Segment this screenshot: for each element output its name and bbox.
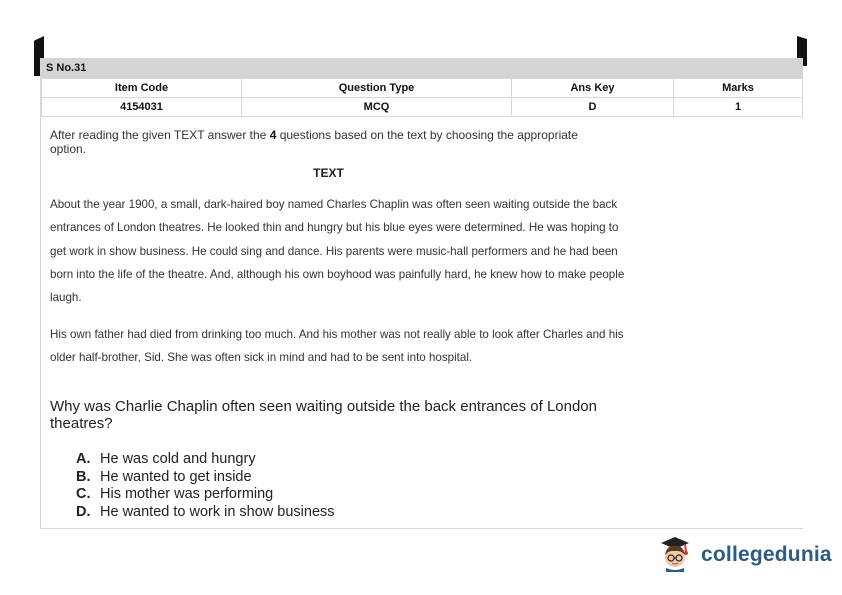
serial-number: S No.31 xyxy=(41,58,803,78)
option-text: His mother was performing xyxy=(100,486,274,502)
option-text: He wanted to work in show business xyxy=(100,503,335,520)
option-letter: C. xyxy=(76,486,91,502)
question-card xyxy=(40,58,803,529)
value-item-code: 4154031 xyxy=(42,98,242,117)
meta-value-row xyxy=(42,98,803,117)
option-text: He was cold and hungry xyxy=(100,451,256,467)
option-d[interactable] xyxy=(76,504,335,522)
header-ans-key: Ans Key xyxy=(512,79,674,98)
header-question-type: Question Type xyxy=(242,79,512,98)
passage-paragraph-1: About the year 1900, a small, dark-haired boy named Charles Chaplin was often seen waiting outside the back entrances of London theatres. He looked thin and hungry but his blue eyes were determined. He was hoping to get work in show business. He could sing and dance. His parents were music-hall performers and he had been born into the life of the theatre. And, although his own boyhood was painfully hard, he knew how to make people laugh. xyxy=(50,198,625,305)
option-c[interactable] xyxy=(76,486,335,504)
question-text: Why was Charlie Chaplin often seen waiting outside the back entrances of London theatres? xyxy=(50,398,597,432)
value-question-type: MCQ xyxy=(242,98,512,117)
question-meta-table xyxy=(41,78,803,117)
option-text: He wanted to get inside xyxy=(100,468,252,485)
text-heading: TEXT xyxy=(313,166,344,180)
instruction-count: 4 xyxy=(269,128,277,142)
instruction-text xyxy=(50,128,610,156)
option-letter: D. xyxy=(76,503,91,520)
instruction-after: questions based on the text by choosing the appropriate option. xyxy=(50,128,578,156)
option-b[interactable] xyxy=(76,469,335,487)
option-letter: A. xyxy=(76,451,91,467)
header-marks: Marks xyxy=(674,79,803,98)
graduate-avatar-icon xyxy=(657,534,693,577)
answer-options xyxy=(76,451,335,521)
passage-paragraph-2: His own father had died from drinking too much. And his mother was not really able to look after Charles and his older half-brother, Sid. She was often sick in mind and had to be sent into hospital. xyxy=(50,328,624,365)
brand-name: collegedunia xyxy=(701,543,832,566)
meta-header-row xyxy=(42,79,803,98)
value-marks: 1 xyxy=(674,98,803,117)
instruction-before: After reading the given TEXT answer the xyxy=(50,128,270,142)
header-item-code: Item Code xyxy=(42,79,242,98)
option-letter: B. xyxy=(76,468,91,485)
option-a[interactable] xyxy=(76,451,335,469)
value-ans-key: D xyxy=(512,98,674,117)
collegedunia-logo xyxy=(657,535,832,575)
